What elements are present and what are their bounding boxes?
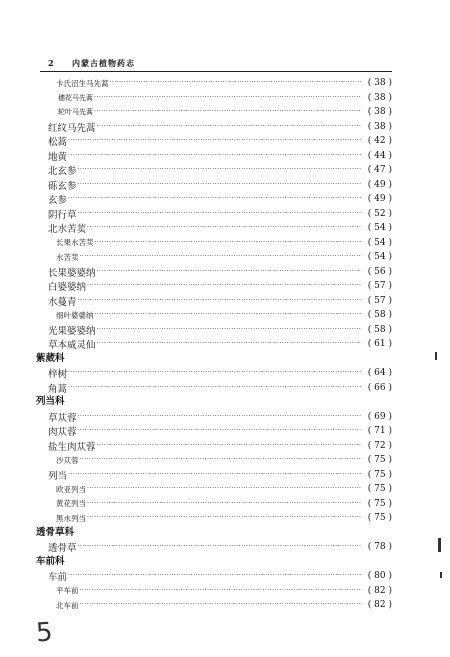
entry-page-number: ( 72 ) xyxy=(367,440,392,451)
leader-dots xyxy=(78,424,362,438)
leader-dots xyxy=(68,468,362,482)
entry-name: 长果婆婆纳 xyxy=(48,267,96,279)
entry-name: 红纹马先蒿 xyxy=(48,122,96,134)
entry-page-number: ( 58 ) xyxy=(367,324,392,335)
entry-name: 角蒿 xyxy=(48,383,68,395)
leader-dots xyxy=(78,207,362,221)
toc-entry xyxy=(48,410,392,424)
entry-page-number: ( 61 ) xyxy=(367,339,392,349)
entry-name: 阴行草 xyxy=(48,209,77,221)
leader-dots xyxy=(110,76,363,90)
entry-page-number: ( 44 ) xyxy=(367,150,392,161)
leader-dots xyxy=(78,540,362,554)
toc-entry xyxy=(48,178,392,192)
leader-dots xyxy=(87,221,362,235)
entry-page-number: ( 49 ) xyxy=(367,179,392,190)
entry-name: 肉苁蓉 xyxy=(48,427,77,438)
entry-name: 北玄参 xyxy=(48,166,77,177)
leader-dots xyxy=(68,569,362,583)
leader-dots xyxy=(80,453,363,467)
entry-name: 梓树 xyxy=(48,369,68,380)
entry-page-number: ( 58 ) xyxy=(367,310,392,320)
leader-dots xyxy=(95,308,363,322)
header-rule xyxy=(40,71,392,72)
entry-name: 松蒿 xyxy=(48,137,68,148)
entry-page-number: ( 54 ) xyxy=(367,237,392,248)
entry-page-number: ( 82 ) xyxy=(367,600,392,610)
toc-entry xyxy=(48,468,392,482)
entry-name: 黑水列当 xyxy=(56,513,86,523)
toc-entry xyxy=(48,569,392,583)
entry-name: 车前 xyxy=(48,572,68,583)
entry-page-number: ( 38 ) xyxy=(367,121,392,132)
scan-edge-mark xyxy=(440,572,442,578)
leader-dots xyxy=(80,598,363,612)
toc-entry xyxy=(48,163,392,177)
running-header xyxy=(40,58,392,72)
entry-page-number: ( 75 ) xyxy=(367,498,392,509)
entry-page-number: ( 66 ) xyxy=(367,382,392,393)
toc-entry xyxy=(56,598,392,612)
entry-page-number: ( 57 ) xyxy=(367,295,392,306)
entry-page-number: ( 64 ) xyxy=(367,368,392,378)
leader-dots xyxy=(68,366,362,380)
toc-entry xyxy=(48,366,392,380)
entry-name: 玄参 xyxy=(48,195,68,206)
entry-page-number: ( 49 ) xyxy=(367,194,392,204)
toc-entry xyxy=(48,381,392,395)
entry-page-number: ( 75 ) xyxy=(367,484,392,494)
leader-dots xyxy=(78,163,362,177)
entry-page-number: ( 75 ) xyxy=(367,513,392,523)
leader-dots xyxy=(68,134,362,148)
entry-page-number: ( 69 ) xyxy=(367,411,392,422)
entry-name: 水苦荬 xyxy=(56,252,79,262)
leader-dots xyxy=(68,149,362,163)
entry-page-number: ( 80 ) xyxy=(367,571,392,581)
toc-entry xyxy=(56,584,392,598)
toc-entry xyxy=(56,250,392,264)
entry-page-number: ( 82 ) xyxy=(367,585,392,596)
leader-dots xyxy=(87,511,362,525)
entry-name: 草苁蓉 xyxy=(48,412,77,424)
entry-name: 透骨草 xyxy=(48,543,77,554)
leader-dots xyxy=(80,584,363,598)
toc-entry xyxy=(48,323,392,337)
toc-entry xyxy=(48,540,392,554)
toc-entry xyxy=(56,236,392,250)
leader-dots xyxy=(97,337,362,351)
entry-page-number: ( 56 ) xyxy=(367,266,392,277)
family-heading: 列当科 xyxy=(36,396,65,407)
entry-name: 盐生肉苁蓉 xyxy=(48,441,96,453)
toc-entry xyxy=(48,134,392,148)
handwritten-note: 5 xyxy=(34,617,54,649)
entry-name: 长果水苦荬 xyxy=(56,238,94,247)
book-title: 内蒙古植物药志 xyxy=(72,58,135,68)
leader-dots xyxy=(94,91,362,105)
entry-name: 列当 xyxy=(48,470,68,482)
entry-page-number: ( 71 ) xyxy=(367,426,392,436)
entry-page-number: ( 78 ) xyxy=(367,542,392,552)
toc-entry xyxy=(48,265,392,279)
leader-dots xyxy=(97,323,362,337)
toc-entry xyxy=(48,120,392,134)
toc-entry xyxy=(56,76,392,90)
family-heading: 透骨草科 xyxy=(36,526,75,538)
leader-dots xyxy=(94,105,362,119)
leader-dots xyxy=(97,120,362,134)
toc-entry xyxy=(58,91,392,105)
entry-name: 光果婆婆纳 xyxy=(48,325,96,337)
toc-entry xyxy=(48,424,392,438)
leader-dots xyxy=(87,482,362,496)
leader-dots xyxy=(97,439,362,453)
entry-name: 卡氏沼生马先蒿 xyxy=(56,78,109,88)
toc-entry xyxy=(56,511,392,525)
family-heading: 车前科 xyxy=(36,555,65,567)
scan-edge-mark xyxy=(435,352,437,360)
leader-dots xyxy=(97,265,362,279)
leader-dots xyxy=(78,178,362,192)
toc-entry xyxy=(56,497,392,511)
entry-name: 轮叶马先蒿 xyxy=(58,108,93,116)
toc-entry xyxy=(48,279,392,293)
toc-entry xyxy=(56,482,392,496)
entry-name: 地黄 xyxy=(48,151,68,163)
toc-entry xyxy=(56,308,392,322)
entry-name: 细叶婆婆纳 xyxy=(56,310,94,320)
entry-page-number: ( 54 ) xyxy=(367,252,392,262)
page-number: 2 xyxy=(48,58,54,68)
toc-entry xyxy=(58,105,392,119)
leader-dots xyxy=(95,236,363,250)
toc-entry xyxy=(48,192,392,206)
leader-dots xyxy=(78,410,362,424)
leader-dots xyxy=(68,381,362,395)
entry-name: 沙苁蓉 xyxy=(56,455,79,465)
toc-entry xyxy=(48,149,392,163)
leader-dots xyxy=(78,294,362,308)
leader-dots xyxy=(68,192,362,206)
entry-page-number: ( 47 ) xyxy=(367,165,392,175)
entry-name: 砾玄参 xyxy=(48,180,77,192)
entry-page-number: ( 57 ) xyxy=(367,281,392,291)
entry-page-number: ( 52 ) xyxy=(367,208,392,219)
entry-name: 白婆婆纳 xyxy=(48,282,87,293)
entry-page-number: ( 38 ) xyxy=(367,107,392,117)
leader-dots xyxy=(80,250,363,264)
toc-entry xyxy=(48,337,392,351)
entry-page-number: ( 54 ) xyxy=(367,223,392,233)
toc-entry xyxy=(48,207,392,221)
leader-dots xyxy=(87,497,362,511)
scan-edge-mark xyxy=(438,538,441,552)
entry-page-number: ( 75 ) xyxy=(367,455,392,465)
entry-page-number: ( 38 ) xyxy=(367,78,392,88)
entry-name: 北车前 xyxy=(56,600,79,610)
entry-name: 欧亚列当 xyxy=(56,484,86,494)
toc-entry xyxy=(48,439,392,453)
toc-entry xyxy=(48,221,392,235)
entry-name: 北水苦荬 xyxy=(48,224,87,235)
leader-dots xyxy=(87,279,362,293)
family-heading: 紫葳科 xyxy=(36,352,65,364)
entry-name: 水蔓青 xyxy=(48,296,77,308)
entry-page-number: ( 42 ) xyxy=(367,136,392,146)
entry-name: 黄花列当 xyxy=(56,499,86,508)
entry-name: 穗花马先蒿 xyxy=(58,93,93,102)
entry-page-number: ( 38 ) xyxy=(367,92,392,103)
entry-page-number: ( 75 ) xyxy=(367,469,392,480)
toc-entry xyxy=(48,294,392,308)
entry-name: 草本威灵仙 xyxy=(48,340,96,351)
toc-entry xyxy=(56,453,392,467)
entry-name: 平车前 xyxy=(56,586,79,595)
